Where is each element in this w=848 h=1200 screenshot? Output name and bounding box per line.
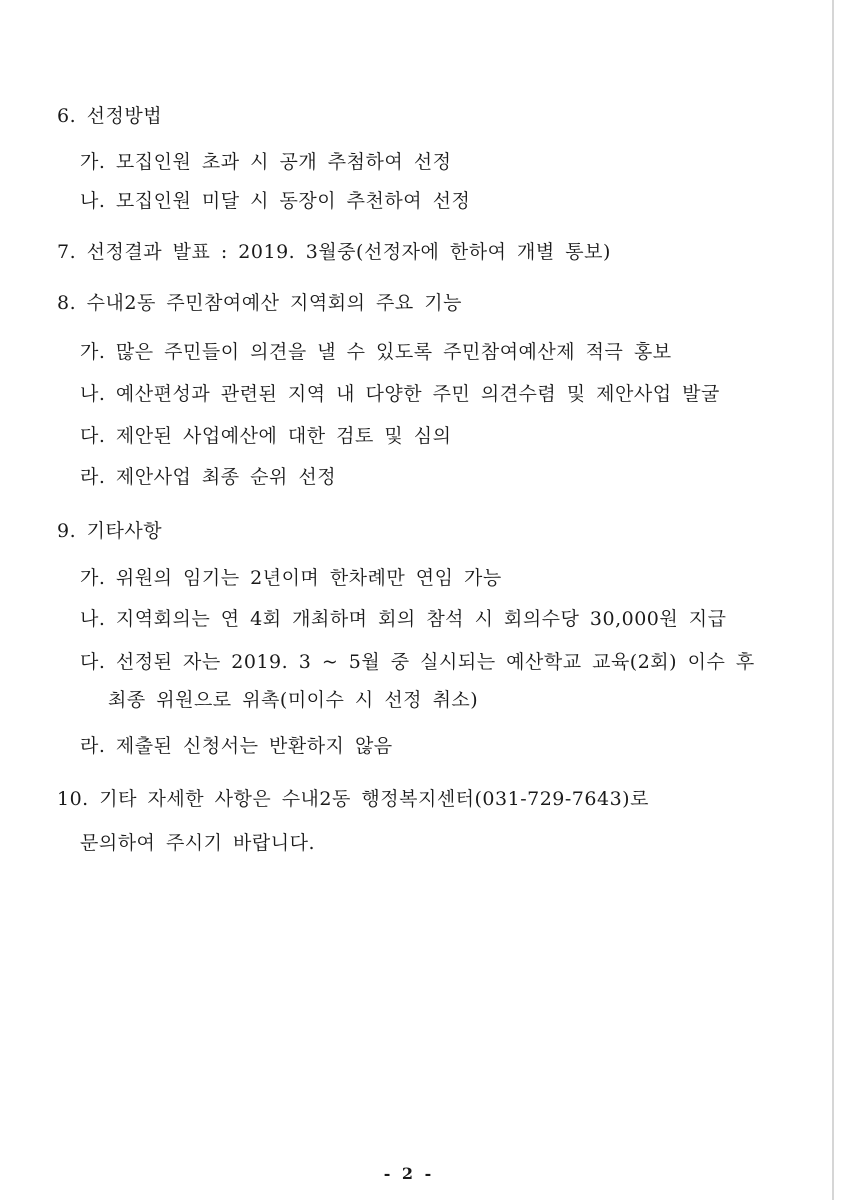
section-8-heading: 8. 수내2동 주민참여예산 지역회의 주요 기능 (57, 292, 462, 314)
section-10-continued: 문의하여 주시기 바랍니다. (80, 832, 316, 854)
section-8-item-da: 다. 제안된 사업예산에 대한 검토 및 심의 (80, 425, 452, 447)
section-9-item-na: 나. 지역회의는 연 4회 개최하며 회의 참석 시 회의수당 30,000원 지급 (80, 608, 727, 630)
section-6-item-ga: 가. 모집인원 초과 시 공개 추첨하여 선정 (80, 151, 452, 173)
section-9-item-da: 다. 선정된 자는 2019. 3 ~ 5월 중 실시되는 예산학교 교육(2회) 이수 후 (80, 651, 755, 673)
section-6-item-na: 나. 모집인원 미달 시 동장이 추천하여 선정 (80, 190, 471, 212)
page-edge-shadow (832, 0, 834, 1200)
section-6-heading: 6. 선정방법 (57, 105, 163, 127)
section-9-heading: 9. 기타사항 (57, 520, 163, 542)
section-8-item-ra: 라. 제안사업 최종 순위 선정 (80, 466, 337, 488)
page-number: - 2 - (383, 1164, 435, 1183)
section-9-item-ra: 라. 제출된 신청서는 반환하지 않음 (80, 735, 393, 757)
section-9-item-ga: 가. 위원의 임기는 2년이며 한차례만 연임 가능 (80, 567, 502, 589)
section-8-item-ga: 가. 많은 주민들이 의견을 낼 수 있도록 주민참여예산제 적극 홍보 (80, 341, 672, 363)
section-9-item-da-continued: 최종 위원으로 위촉(미이수 시 선정 취소) (108, 689, 479, 711)
section-7-heading: 7. 선정결과 발표 : 2019. 3월중(선정자에 한하여 개별 통보) (57, 241, 611, 263)
section-8-item-na: 나. 예산편성과 관련된 지역 내 다양한 주민 의견수렴 및 제안사업 발굴 (80, 383, 720, 405)
section-10-heading: 10. 기타 자세한 사항은 수내2동 행정복지센터(031-729-7643)로 (57, 788, 649, 810)
